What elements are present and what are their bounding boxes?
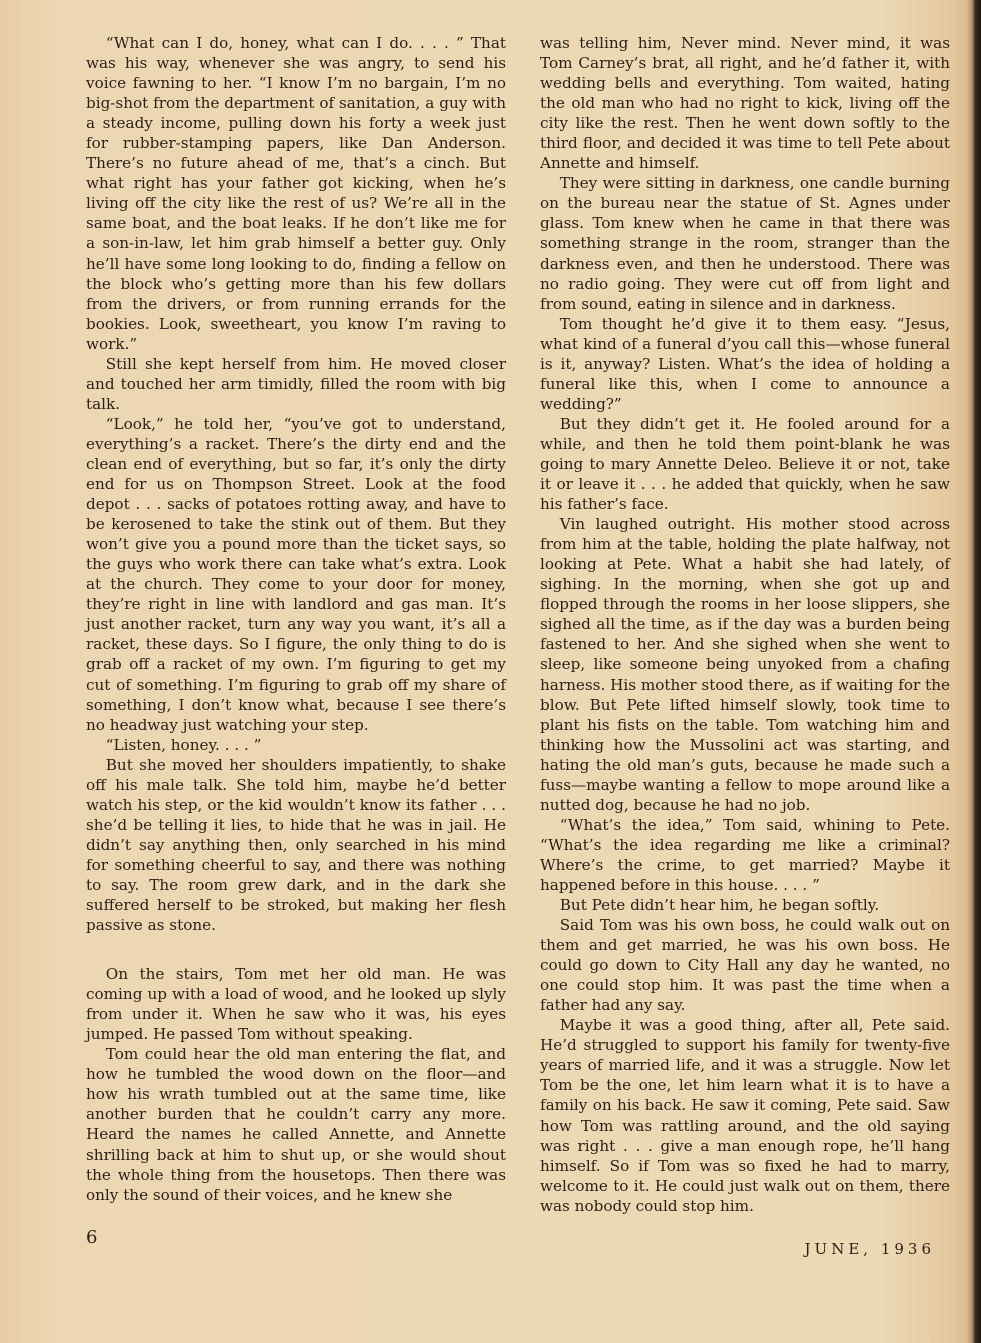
paragraph: But Pete didn’t hear him, he began softly. [559,896,880,915]
paragraph: Tom could hear the old man entering the flat, and how he tumbled the wood down on the floor—and how his wrath tumbled out at the same time, like another burden that he couldn’t carry any more. Heard the names he called Annette, and Annette shrilling back at him to shut up, or she would shout the whole thing from the housetops. Then there was only the sound of their voices, and he knew she [86,1045,506,1204]
paragraph: “What can I do, honey, what can I do. . . . ” That was his way, whenever she was angry, to send his voice fawning to her. “I know I’m no bargain, I’m no big-shot from the department of sanitation, a guy with a steady income, pulling down his forty a week just for rubber-stamping papers, like Dan Anderson. There’s no future ahead of me, that’s a cinch. But what right has your father got kicking, when he’s living off the city like the rest of us? We’re all in the same boat, and the boat leaks. If he don’t like me for a son-in-law, let him grab himself a better guy. Only he’ll have some long looking to do, finding a fellow on the block who’s getting more than his few dollars from the drivers, or from running errands for the bookies. Look, sweetheart, you know I’m raving to work.” [86,34,506,353]
issue-date-footer: JUNE, 1936 [804,1240,935,1258]
right-text-column [540,33,950,1216]
paragraph: They were sitting in darkness, one candle burning on the bureau near the statue of St. Agnes under glass. Tom knew when he came in that there was something strange in the room, stranger than the darkness even, and then he understood. There was no radio going. They were cut off from light and from sound, eating in silence and in darkness. [540,174,950,313]
paragraph: was telling him, Never mind. Never mind, it was Tom Carney’s brat, all right, and he’d father it, with wedding bells and everything. Tom waited, hating the old man who had no right to kick, living off the city like the rest. Then he went down softly to the third floor, and decided it was time to tell Pete about Annette and himself. [540,34,950,173]
paragraph: Still she kept herself from him. He moved closer and touched her arm timidly, filled the room with big talk. [86,354,506,413]
left-text-column [86,33,506,1205]
paragraph: “Listen, honey. . . . ” [105,735,262,754]
paragraph: But they didn’t get it. He fooled around for a while, and then he told them point-blank he was going to mary Annette Deleo. Believe it or not, take it or leave it . . . he added that quickly, when he saw his father’s face. [540,414,950,514]
paragraph: Maybe it was a good thing, after all, Pete said. He’d struggled to support his family for twenty-five years of married life, and it was a struggle. Now let Tom be the one, let him learn what it is to have a family on his back. He saw it coming, Pete said. Saw how Tom was rattling around, and the old saying was right . . . give a man enough rope, he’ll hang himself. So if Tom was so fixed he had to marry, welcome to it. He could just walk out on them, there was nobody could stop him. [540,1016,950,1215]
paragraph: “Look,” he told her, “you’ve got to understand, everything’s a racket. There’s the dirty end and the clean end of everything, but so far, it’s only the dirty end for us on Thompson Street. Look at the food depot . . . sacks of potatoes rotting away, and have to be kerosened to take the stink out of them. But they won’t give you a pound more than the ticket says, so the guys who work there can take what’s extra. Look at the church. They come to your door for money, they’re right in line with landlord and gas man. It’s just another racket, turn any way you want, it’s all a racket, these days. So I figure, the only thing to do is grab off a racket of my own. I’m figuring to get my cut of something. I’m figuring to grab off my share of something, I don’t know what, because I see there’s no headway just watching your step. [86,414,506,734]
paragraph: “What’s the idea,” Tom said, whining to Pete. “What’s the idea regarding me like a criminal? Where’s the crime, to get married? Maybe it happened before in this house. . . . ” [540,815,950,894]
page-number: 6 [86,1227,98,1248]
page-edge-shadow [967,0,981,1343]
paragraph: Said Tom was his own boss, he could walk out on them and get married, he was his own boss. He could go down to City Hall any day he wanted, no one could stop him. It was past the time when a father had any say. [540,916,950,1015]
paragraph: Tom thought he’d give it to them easy. “Jesus, what kind of a funeral d’you call this—whose funeral is it, anyway? Listen. What’s the idea of holding a funeral like this, when I come to announce a wedding?” [540,314,950,413]
paragraph: But she moved her shoulders impatiently, to shake off his male talk. She told him, maybe he’d better watch his step, or the kid wouldn’t know its father . . . she’d be telling it lies, to hide that he was in jail. He didn’t say anything then, only searched in his mind for something cheerful to say, and there was nothing to say. The room grew dark, and in the dark she suffered herself to be stroked, but making her flesh passive as stone. [86,755,506,935]
paragraph: Vin laughed outright. His mother stood across from him at the table, holding the plate halfway, not looking at Pete. What a habit she had lately, of sighing. In the morning, when she got up and flopped through the rooms in her loose slippers, she sighed all the time, as if the day was a burden being fastened to her. And she sighed when she went to sleep, like someone being unyoked from a chafing harness. His mother stood there, as if waiting for the blow. But Pete lifted himself slowly, took time to plant his fists on the table. Tom watching him and thinking how the Mussolini act was starting, and hating the old man’s guts, because he made such a fuss—maybe wanting a fellow to mope around like a nutted dog, because he had no job. [540,515,950,814]
paragraph: On the stairs, Tom met her old man. He was coming up with a load of wood, and he looked up slyly from under it. When he saw who it was, his eyes jumped. He passed Tom without speaking. [86,965,506,1044]
